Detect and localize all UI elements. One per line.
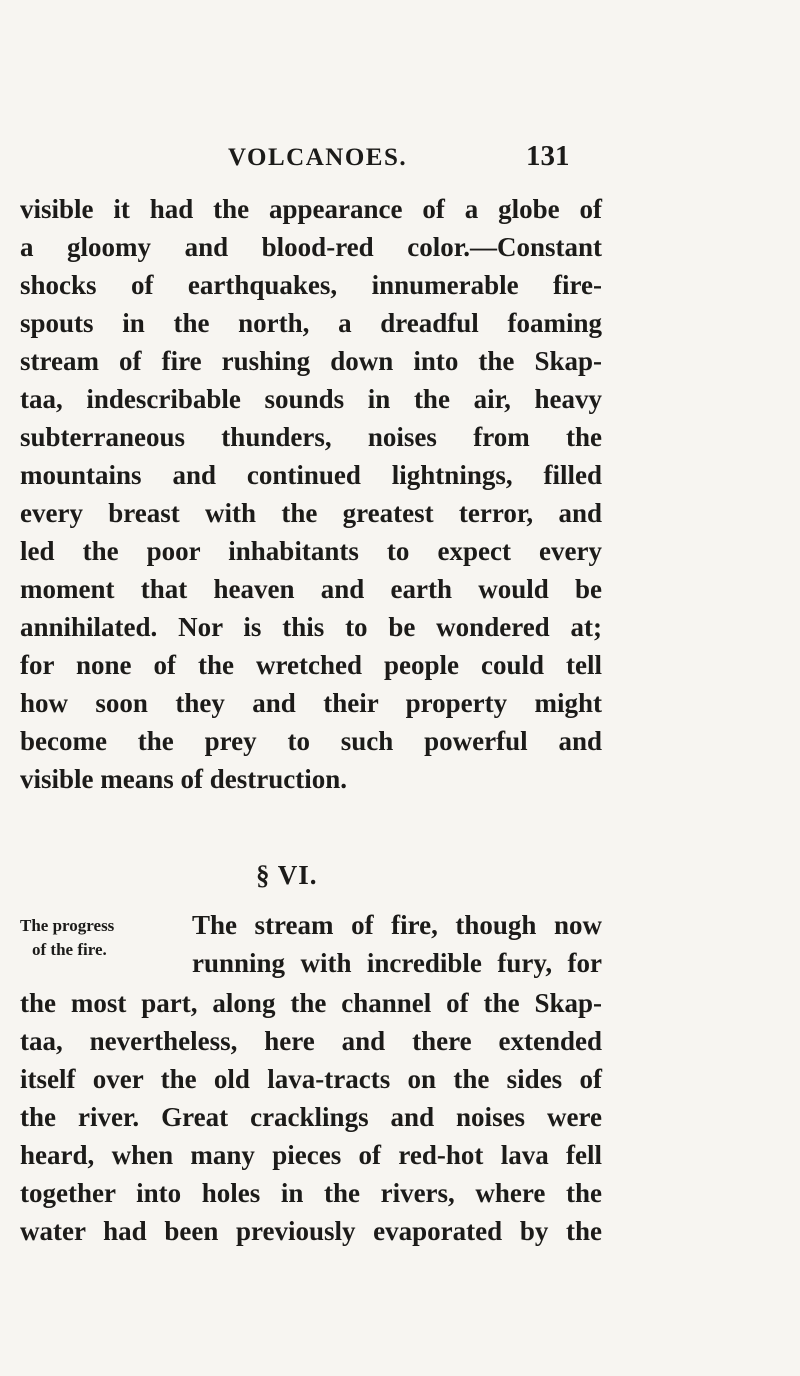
- text-line: itself over the old lava-tracts on the sides of: [20, 1064, 602, 1094]
- text-line: shocks of earthquakes, innumerable fire-: [20, 270, 602, 300]
- text-line: the most part, along the channel of the Skap-: [20, 988, 602, 1018]
- text-line: for none of the wretched people could tell: [20, 650, 602, 680]
- text-line: together into holes in the rivers, where the: [20, 1178, 602, 1208]
- text-line: led the poor inhabitants to expect every: [20, 536, 602, 566]
- text-line: visible it had the appearance of a globe of: [20, 194, 602, 224]
- text-line: how soon they and their property might: [20, 688, 602, 718]
- text-line: stream of fire rushing down into the Skap-: [20, 346, 602, 376]
- text-line: become the prey to such powerful and: [20, 726, 602, 756]
- text-line: taa, nevertheless, here and there extended: [20, 1026, 602, 1056]
- running-title: VOLCANOES.: [228, 144, 408, 171]
- text-line: the river. Great cracklings and noises were: [20, 1102, 602, 1132]
- running-head: [0, 138, 800, 178]
- text-line: heard, when many pieces of red-hot lava fell: [20, 1140, 602, 1170]
- text-line: The stream of fire, though now: [192, 910, 602, 940]
- page-number: 131: [526, 140, 570, 172]
- text-line: visible means of destruction.: [20, 764, 347, 794]
- section-heading: § VI.: [256, 860, 318, 890]
- text-line: every breast with the greatest terror, and: [20, 498, 602, 528]
- text-line: running with incredible fury, for: [192, 948, 602, 978]
- text-line: taa, indescribable sounds in the air, heavy: [20, 384, 602, 414]
- text-line: annihilated. Nor is this to be wondered at;: [20, 612, 602, 642]
- margin-note-line: The progress: [20, 916, 115, 935]
- margin-note-line: of the fire.: [32, 940, 107, 959]
- text-line: spouts in the north, a dreadful foaming: [20, 308, 602, 338]
- text-line: subterraneous thunders, noises from the: [20, 422, 602, 452]
- text-line: a gloomy and blood-red color.—Constant: [20, 232, 602, 262]
- text-line: water had been previously evaporated by the: [20, 1216, 602, 1246]
- text-line: mountains and continued lightnings, filled: [20, 460, 602, 490]
- text-line: moment that heaven and earth would be: [20, 574, 602, 604]
